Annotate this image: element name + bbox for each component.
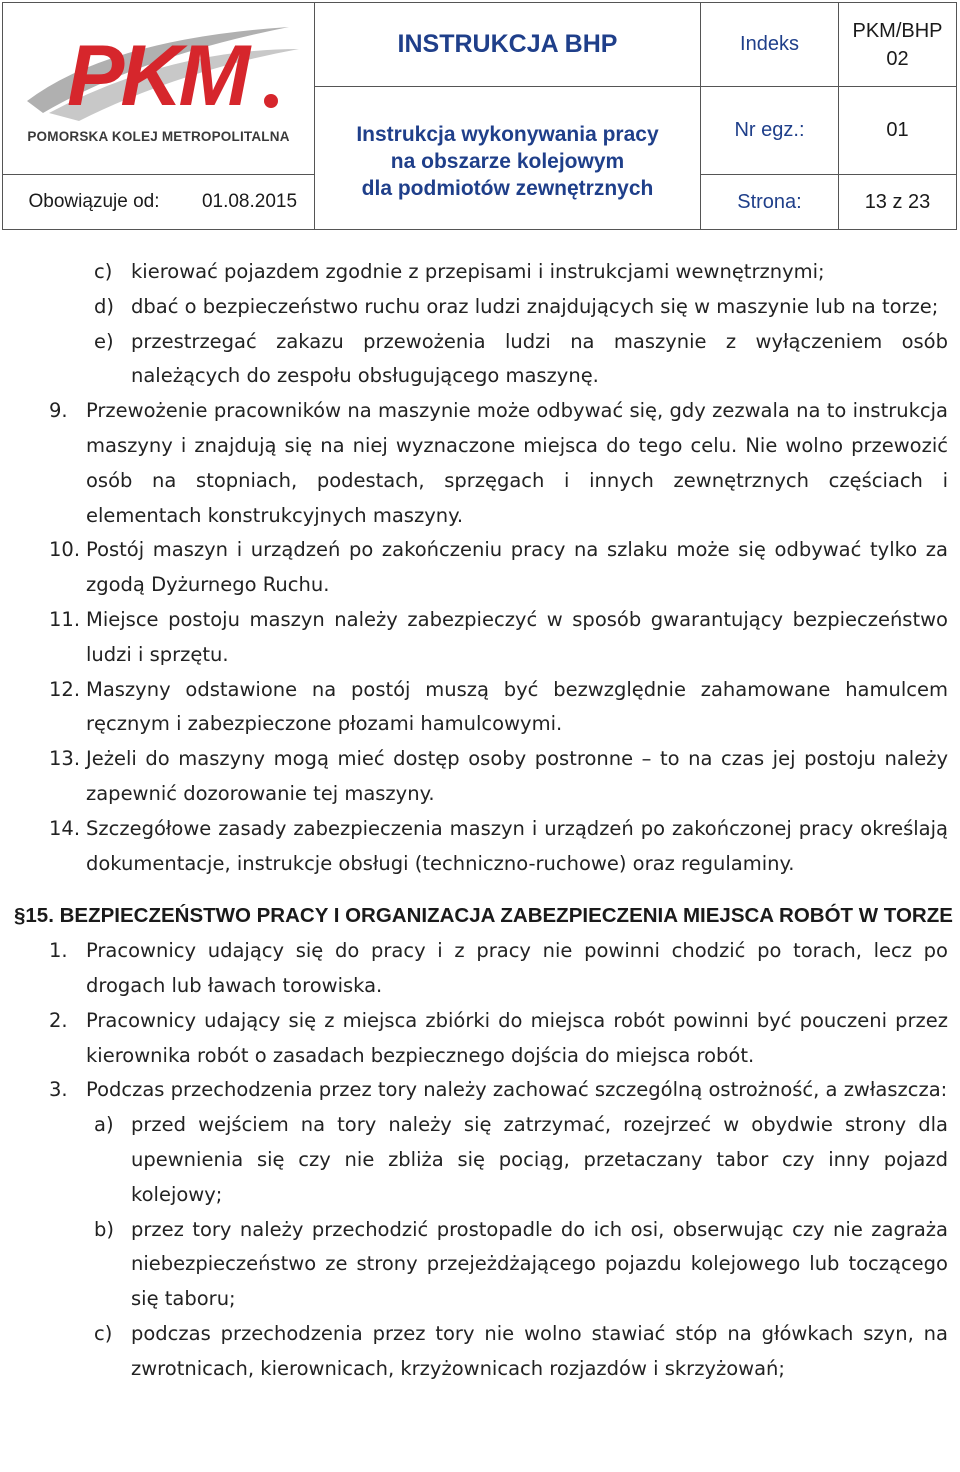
list-item-text: przez tory należy przechodzić prostopadle do ich osi, obserwując czy nie zagraża niebezpieczeństwo ze strony przejeżdżającego pojazdu kolejowego lub toczącego się taboru; (131, 1217, 948, 1311)
item-number: 14. (49, 816, 81, 840)
list-marker: a) (94, 1113, 114, 1137)
subtitle-line-1: Instrukcja wykonywania pracy (356, 122, 659, 146)
list-item (0, 255, 948, 290)
copy-label: Nr egz.: (701, 87, 839, 175)
numbered-item (0, 1004, 948, 1074)
item-number: 11. (49, 607, 81, 631)
list-item (0, 1213, 948, 1317)
numbered-item (0, 934, 948, 1004)
list-marker: b) (94, 1217, 114, 1241)
numbered-item (0, 742, 948, 812)
list-item (0, 290, 948, 325)
item-text: Podczas przechodzenia przez tory należy zachować szczególną ostrożność, a zwłaszcza: (86, 1078, 948, 1102)
list-marker: c) (94, 1321, 113, 1345)
item-text: Pracownicy udający się z miejsca zbiórki do miejsca robót powinni być pouczeni przez kierownika robót o zasadach bezpiecznego dojścia do miejsca robót. (86, 1008, 948, 1067)
list-item (0, 1108, 948, 1212)
item-text: Jeżeli do maszyny mogą mieć dostęp osoby postronne – to na czas jej postoju należy zapewnić dozorowanie tej maszyny. (86, 747, 948, 805)
item-number: 10. (49, 538, 81, 562)
list-marker: d) (94, 294, 114, 318)
index-label: Indeks (701, 3, 839, 87)
pkm-logo (19, 9, 299, 127)
numbered-item (0, 533, 948, 603)
item-number: 12. (49, 677, 81, 701)
numbered-item (0, 394, 948, 533)
copy-value: 01 (839, 87, 956, 175)
list-item (0, 1317, 948, 1387)
item-number: 13. (49, 747, 81, 771)
subtitle-line-2: na obszarze kolejowym (390, 149, 625, 173)
index-value-line-2: 02 (886, 47, 909, 70)
section-heading: §15. BEZPIECZEŃSTWO PRACY I ORGANIZACJA ZABEZPIECZENIA MIEJSCA ROBÓT W TORZE (14, 904, 953, 928)
list-item-text: kierować pojazdem zgodnie z przepisami i instrukcjami wewnętrznymi; (131, 260, 825, 283)
logo-caption: POMORSKA KOLEJ METROPOLITALNA (27, 129, 290, 144)
item-text: Szczegółowe zasady zabezpieczenia maszyn i urządzeń po zakończonej pracy określają dokumentacje, instrukcje obsługi (techniczno-ruchowe) oraz regulaminy. (86, 816, 948, 875)
list-item (0, 325, 948, 395)
item-number: 2. (49, 1008, 68, 1032)
item-text: Pracownicy udający się do pracy i z pracy nie powinni chodzić po torach, lecz po drogach lub ławach torowiska. (86, 939, 948, 997)
list-item-text: przestrzegać zakazu przewożenia ludzi na maszynie z wyłączeniem osób należących do zespołu obsługującego maszynę. (131, 329, 948, 388)
list-item-text: przed wejściem na tory należy się zatrzymać, rozejrzeć w obydwie strony dla upewnienia się czy nie zbliża się pociąg, przetaczany tabor czy inny pojazd kolejowy; (131, 1113, 948, 1206)
valid-from-value: 01.08.2015 (185, 175, 315, 229)
item-text: Postój maszyn i urządzeń po zakończeniu pracy na szlaku może się odbywać tylko za zgodą Dyżurnego Ruchu. (86, 538, 948, 597)
item-number: 9. (49, 399, 68, 423)
valid-from-label: Obowiązuje od: (28, 191, 160, 212)
numbered-item (0, 812, 948, 882)
logo-cell (3, 3, 315, 175)
item-number: 3. (49, 1078, 68, 1102)
page-value: 13 z 23 (864, 190, 931, 213)
numbered-item (0, 673, 948, 743)
list-marker: e) (94, 329, 114, 353)
document-title: INSTRUKCJA BHP (315, 3, 701, 87)
list-marker: c) (94, 260, 113, 283)
index-value (839, 3, 956, 87)
index-value-line-1: PKM/BHP (852, 19, 943, 42)
svg-text:PKM: PKM (66, 28, 246, 124)
item-text: Przewożenie pracowników na maszynie może odbywać się, gdy zezwala na to instrukcja maszyny i znajdują się na niej wyznaczone miejsca do tego celu. Nie wolno przewozić osób na stopniach, podestach, sprzęgach i innych zewnętrznych częściach i elementach konstrukcyjnych maszyny. (86, 399, 948, 527)
document-header (2, 2, 957, 230)
page-label: Strona: (701, 175, 839, 229)
numbered-item (0, 1073, 948, 1108)
item-number: 1. (49, 939, 68, 963)
document-subtitle (315, 87, 701, 229)
document-body (0, 255, 960, 1387)
list-item-text: podczas przechodzenia przez tory nie wolno stawiać stóp na główkach szyn, na zwrotnicach, kierownicach, krzyżownicach rozjazdów i skrzyżowań; (131, 1321, 948, 1380)
list-item-text: dbać o bezpieczeństwo ruchu oraz ludzi znajdujących się w maszynie lub na torze; (131, 294, 939, 318)
subtitle-line-3: dla podmiotów zewnętrznych (361, 176, 654, 200)
item-text: Miejsce postoju maszyn należy zabezpieczyć w sposób gwarantujący bezpieczeństwo ludzi i sprzętu. (86, 607, 948, 666)
item-text: Maszyny odstawione na postój muszą być bezwzględnie zahamowane hamulcem ręcznym i zabezpieczone płozami hamulcowymi. (86, 677, 948, 736)
numbered-item (0, 603, 948, 673)
